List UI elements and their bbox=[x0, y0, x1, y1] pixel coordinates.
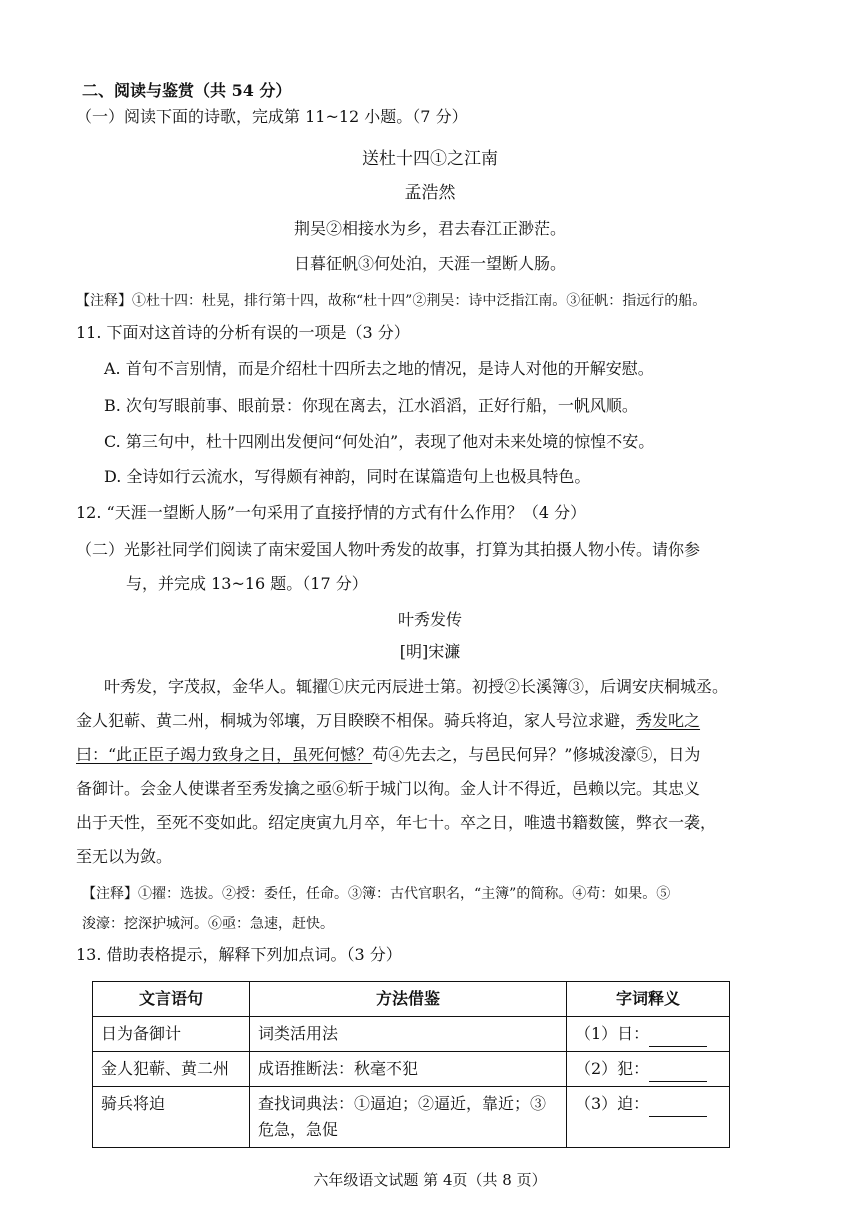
part2-intro-2: 与，并完成 13~16 题。（17 分） bbox=[126, 574, 368, 593]
poem-author: 孟浩然 bbox=[404, 183, 456, 203]
q11-option-d: D. 全诗如行云流水，写得颇有神韵，同时在谋篇造句上也极具特色。 bbox=[104, 467, 591, 486]
table-row bbox=[93, 1087, 730, 1148]
q11-option-b: B. 次句写眼前事、眼前景：你现在离去，江水滔滔，正好行船，一帆风顺。 bbox=[104, 396, 638, 415]
passage-line-6: 至无以为敛。 bbox=[76, 847, 173, 866]
underlined-phrase-2: 曰：“此正臣子竭力致身之日，虽死何憾？ bbox=[76, 745, 373, 764]
table-cell-answer bbox=[567, 1017, 730, 1052]
table-row bbox=[93, 1052, 730, 1087]
passage-line-4: 备御计。会金人使谍者至秀发擒之亟⑥斩于城门以徇。金人计不得近，邑赖以完。其忠义 bbox=[76, 779, 701, 798]
passage-author: [明]宋濂 bbox=[399, 642, 461, 661]
passage-line-1: 叶秀发，字茂叔，金华人。辄擢①庆元丙辰进士第。初授②长溪簿③，后调安庆桐城丞。 bbox=[104, 677, 729, 696]
section-heading: 二、阅读与鉴赏（共 54 分） bbox=[82, 81, 292, 100]
table-cell-method: 词类活用法 bbox=[250, 1017, 567, 1052]
passage-line-3 bbox=[76, 744, 700, 766]
passage-line-2-text: 金人犯蕲、黄二州，桐城为邻壤，万目睽睽不相保。骑兵将迫，家人号泣求避， bbox=[76, 711, 637, 730]
passage-title: 叶秀发传 bbox=[397, 610, 462, 629]
table-header-meaning: 字词释义 bbox=[567, 982, 730, 1017]
part2-intro-1: （二）光影社同学们阅读了南宋爱国人物叶秀发的故事，打算为其拍摄人物小传。请你参 bbox=[76, 540, 701, 559]
table-cell-sentence: 骑兵将迫 bbox=[93, 1087, 250, 1148]
answer-blank[interactable] bbox=[649, 1098, 707, 1117]
q13-stem: 13. 借助表格提示，解释下列加点词。（3 分） bbox=[76, 945, 402, 964]
table-cell-method: 成语推断法：秋毫不犯 bbox=[250, 1052, 567, 1087]
q11-option-c: C. 第三句中，杜十四刚出发便问“何处泊”，表现了他对未来处境的惊惶不安。 bbox=[104, 432, 655, 451]
page-footer: 六年级语文试题 第 4页（共 8 页） bbox=[313, 1171, 547, 1189]
table-header-row bbox=[93, 982, 730, 1017]
answer-label: （3）迫： bbox=[575, 1094, 650, 1113]
table-cell-answer bbox=[567, 1087, 730, 1148]
poem-title: 送杜十四①之江南 bbox=[362, 149, 498, 169]
table-cell-answer bbox=[567, 1052, 730, 1087]
underlined-phrase-1: 秀发叱之 bbox=[636, 711, 701, 730]
poem-line-1: 荆吴②相接水为乡，君去春江正渺茫。 bbox=[293, 219, 566, 238]
passage-line-2 bbox=[76, 710, 700, 732]
table-header-method: 方法借鉴 bbox=[250, 982, 567, 1017]
q12-stem: 12. “天涯一望断人肠”一句采用了直接抒情的方式有什么作用？（4 分） bbox=[76, 503, 587, 522]
passage-note-1: 【注释】①擢：选拔。②授：委任，任命。③簿：古代官职名，“主簿”的简称。④苟：如果。⑤ bbox=[82, 886, 671, 902]
part1-intro: （一）阅读下面的诗歌，完成第 11~12 小题。（7 分） bbox=[76, 107, 468, 126]
table-cell-method: 查找词典法：①逼迫；②逼近，靠近；③危急，急促 bbox=[250, 1087, 567, 1148]
q11-option-a: A. 首句不言别情，而是介绍杜十四所去之地的情况，是诗人对他的开解安慰。 bbox=[104, 359, 654, 378]
passage-note-2: 浚濠：挖深护城河。⑥亟：急速，赶快。 bbox=[82, 916, 334, 932]
answer-label: （1）日： bbox=[575, 1024, 650, 1043]
poem-line-2: 日暮征帆③何处泊，天涯一望断人肠。 bbox=[293, 254, 566, 273]
passage-line-3-text: 苟④先去之，与邑民何异？”修城浚濠⑤，日为 bbox=[372, 745, 701, 764]
q11-stem: 11. 下面对这首诗的分析有误的一项是（3 分） bbox=[76, 323, 410, 342]
poem-note: 【注释】①杜十四：杜晃，排行第十四，故称“杜十四”②荆吴：诗中泛指江南。③征帆：指远行的船。 bbox=[76, 293, 707, 309]
table-cell-sentence: 金人犯蕲、黄二州 bbox=[93, 1052, 250, 1087]
answer-label: （2）犯： bbox=[575, 1059, 650, 1078]
answer-blank[interactable] bbox=[649, 1063, 707, 1082]
passage-line-5: 出于天性，至死不变如此。绍定庚寅九月卒，年七十。卒之日，唯遗书籍数箧，弊衣一袭， bbox=[76, 813, 717, 832]
table-cell-sentence: 日为备御计 bbox=[93, 1017, 250, 1052]
answer-blank[interactable] bbox=[649, 1028, 707, 1047]
table-row bbox=[93, 1017, 730, 1052]
table-header-sentence: 文言语句 bbox=[93, 982, 250, 1017]
q13-table bbox=[92, 981, 730, 1148]
